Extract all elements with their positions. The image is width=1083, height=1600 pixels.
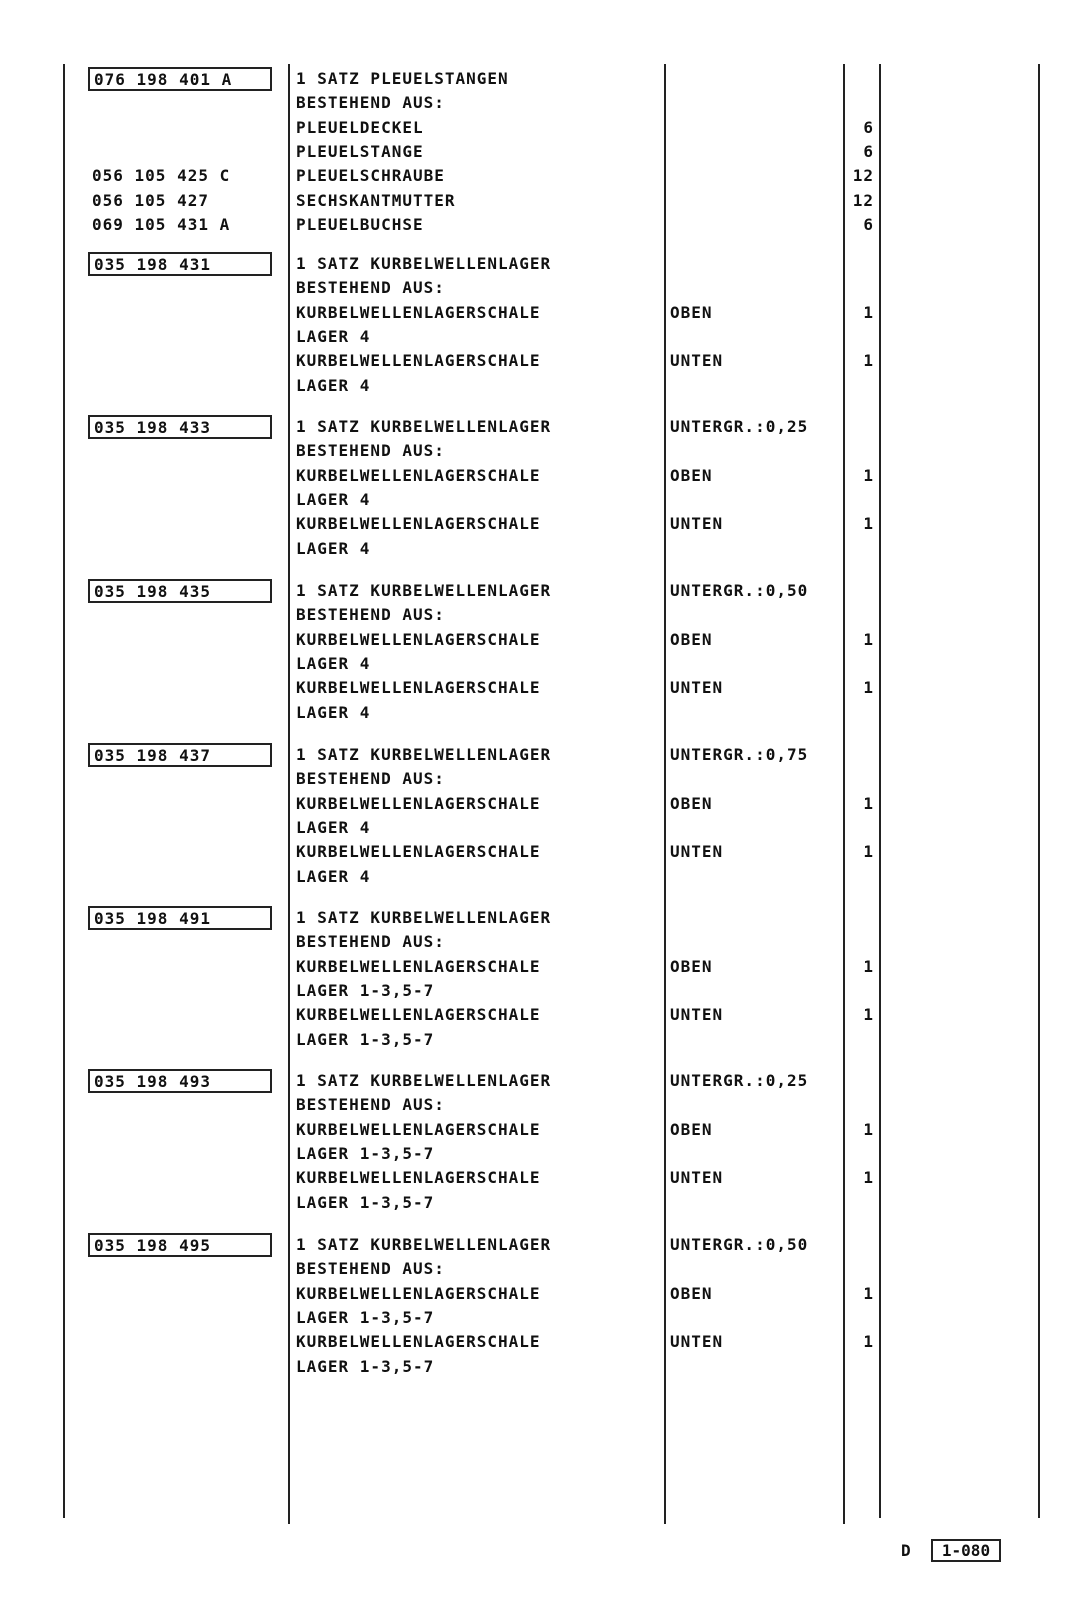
- row-description: BESTEHEND AUS:: [296, 93, 445, 113]
- column-rule-part: [288, 64, 290, 1524]
- row-description: 1 SATZ KURBELWELLENLAGER: [296, 1235, 552, 1254]
- row-description: KURBELWELLENLAGERSCHALE: [296, 678, 541, 698]
- row-description: LAGER 4: [296, 326, 371, 346]
- row-remark: UNTEN: [670, 1005, 724, 1025]
- row-quantity: 1: [863, 1283, 874, 1303]
- row-description: LAGER 4: [296, 866, 371, 886]
- row-description: KURBELWELLENLAGERSCHALE: [296, 1168, 541, 1188]
- row-description: KURBELWELLENLAGERSCHALE: [296, 629, 541, 649]
- row-remark: OBEN: [670, 956, 713, 976]
- row-description: KURBELWELLENLAGERSCHALE: [296, 514, 541, 534]
- row-description: LAGER 4: [296, 538, 371, 558]
- row-description: BESTEHEND AUS:: [296, 769, 445, 789]
- row-remark: OBEN: [670, 793, 713, 813]
- row-remark: UNTERGR.:0,50: [670, 581, 809, 600]
- row-remark: UNTERGR.:0,75: [670, 745, 809, 764]
- column-rule-left: [63, 64, 65, 1518]
- row-description: BESTEHEND AUS:: [296, 278, 445, 298]
- group-part-number: 035 198 493: [94, 1072, 211, 1091]
- row-remark: OBEN: [670, 1283, 713, 1303]
- row-quantity: 1: [863, 302, 874, 322]
- row-description: 1 SATZ KURBELWELLENLAGER: [296, 1071, 552, 1090]
- row-quantity: 6: [863, 214, 874, 234]
- group-part-number: 035 198 491: [94, 909, 211, 928]
- group-part-number-box: [88, 906, 272, 930]
- row-quantity: 1: [863, 629, 874, 649]
- group-part-number-box: [88, 1233, 272, 1257]
- row-quantity: 12: [852, 166, 874, 186]
- row-description: KURBELWELLENLAGERSCHALE: [296, 302, 541, 322]
- row-description: BESTEHEND AUS:: [296, 1095, 445, 1115]
- row-quantity: 1: [863, 1168, 874, 1188]
- row-description: KURBELWELLENLAGERSCHALE: [296, 1005, 541, 1025]
- row-remark: UNTEN: [670, 842, 724, 862]
- row-description: KURBELWELLENLAGERSCHALE: [296, 793, 541, 813]
- row-description: 1 SATZ KURBELWELLENLAGER: [296, 254, 552, 273]
- row-description: LAGER 1-3,5-7: [296, 1143, 435, 1163]
- row-remark: UNTERGR.:0,25: [670, 1071, 809, 1090]
- row-quantity: 12: [852, 190, 874, 210]
- row-quantity: 1: [863, 793, 874, 813]
- row-description: LAGER 1-3,5-7: [296, 1192, 435, 1212]
- group-part-number-box: [88, 579, 272, 603]
- row-description: PLEUELDECKEL: [296, 117, 424, 137]
- row-description: LAGER 1-3,5-7: [296, 1029, 435, 1049]
- row-description: PLEUELBUCHSE: [296, 214, 424, 234]
- row-quantity: 6: [863, 117, 874, 137]
- column-rule-desc: [664, 64, 666, 1524]
- row-quantity: 1: [863, 842, 874, 862]
- row-description: BESTEHEND AUS:: [296, 932, 445, 952]
- row-description: PLEUELSTANGE: [296, 141, 424, 161]
- row-description: BESTEHEND AUS:: [296, 605, 445, 625]
- row-quantity: 1: [863, 1005, 874, 1025]
- group-part-number: 035 198 495: [94, 1236, 211, 1255]
- column-rule-qty: [879, 64, 881, 1518]
- group-part-number: 035 198 435: [94, 582, 211, 601]
- row-description: KURBELWELLENLAGERSCHALE: [296, 1283, 541, 1303]
- row-description: BESTEHEND AUS:: [296, 441, 445, 461]
- row-description: 1 SATZ KURBELWELLENLAGER: [296, 908, 552, 927]
- column-rule-note: [843, 64, 845, 1524]
- row-description: LAGER 1-3,5-7: [296, 1356, 435, 1376]
- row-remark: OBEN: [670, 302, 713, 322]
- row-quantity: 6: [863, 141, 874, 161]
- group-part-number: 076 198 401 A: [94, 70, 233, 89]
- group-part-number: 035 198 437: [94, 746, 211, 765]
- row-description: KURBELWELLENLAGERSCHALE: [296, 351, 541, 371]
- group-part-number-box: [88, 252, 272, 276]
- row-description: LAGER 1-3,5-7: [296, 980, 435, 1000]
- row-quantity: 1: [863, 956, 874, 976]
- row-description: 1 SATZ KURBELWELLENLAGER: [296, 581, 552, 600]
- row-description: SECHSKANTMUTTER: [296, 190, 456, 210]
- row-description: 1 SATZ KURBELWELLENLAGER: [296, 745, 552, 764]
- row-remark: OBEN: [670, 1119, 713, 1139]
- row-quantity: 1: [863, 1332, 874, 1352]
- group-part-number-box: [88, 67, 272, 91]
- row-remark: UNTEN: [670, 1332, 724, 1352]
- group-part-number-box: [88, 743, 272, 767]
- row-remark: UNTERGR.:0,50: [670, 1235, 809, 1254]
- row-description: LAGER 4: [296, 817, 371, 837]
- row-remark: UNTERGR.:0,25: [670, 417, 809, 436]
- group-part-number-box: [88, 415, 272, 439]
- row-description: KURBELWELLENLAGERSCHALE: [296, 465, 541, 485]
- row-quantity: 1: [863, 1119, 874, 1139]
- row-part-number: 069 105 431 A: [92, 214, 231, 234]
- row-description: LAGER 4: [296, 702, 371, 722]
- row-description: KURBELWELLENLAGERSCHALE: [296, 956, 541, 976]
- row-part-number: 056 105 425 C: [92, 166, 231, 186]
- row-part-number: 056 105 427: [92, 190, 209, 210]
- row-quantity: 1: [863, 678, 874, 698]
- row-description: KURBELWELLENLAGERSCHALE: [296, 1119, 541, 1139]
- row-description: 1 SATZ PLEUELSTANGEN: [296, 69, 509, 88]
- row-description: 1 SATZ KURBELWELLENLAGER: [296, 417, 552, 436]
- row-quantity: 1: [863, 465, 874, 485]
- row-description: LAGER 4: [296, 375, 371, 395]
- group-part-number-box: [88, 1069, 272, 1093]
- row-description: BESTEHEND AUS:: [296, 1259, 445, 1279]
- row-quantity: 1: [863, 351, 874, 371]
- row-description: KURBELWELLENLAGERSCHALE: [296, 842, 541, 862]
- row-description: LAGER 4: [296, 489, 371, 509]
- row-description: LAGER 1-3,5-7: [296, 1307, 435, 1327]
- group-part-number: 035 198 433: [94, 418, 211, 437]
- page-reference: 1-080: [931, 1539, 1001, 1562]
- row-remark: UNTEN: [670, 514, 724, 534]
- group-part-number: 035 198 431: [94, 255, 211, 274]
- row-remark: UNTEN: [670, 351, 724, 371]
- column-rule-right: [1038, 64, 1040, 1518]
- row-remark: OBEN: [670, 465, 713, 485]
- row-remark: UNTEN: [670, 1168, 724, 1188]
- row-description: LAGER 4: [296, 653, 371, 673]
- row-quantity: 1: [863, 514, 874, 534]
- row-remark: OBEN: [670, 629, 713, 649]
- row-remark: UNTEN: [670, 678, 724, 698]
- row-description: KURBELWELLENLAGERSCHALE: [296, 1332, 541, 1352]
- footer-prefix: D: [901, 1541, 911, 1560]
- row-description: PLEUELSCHRAUBE: [296, 166, 445, 186]
